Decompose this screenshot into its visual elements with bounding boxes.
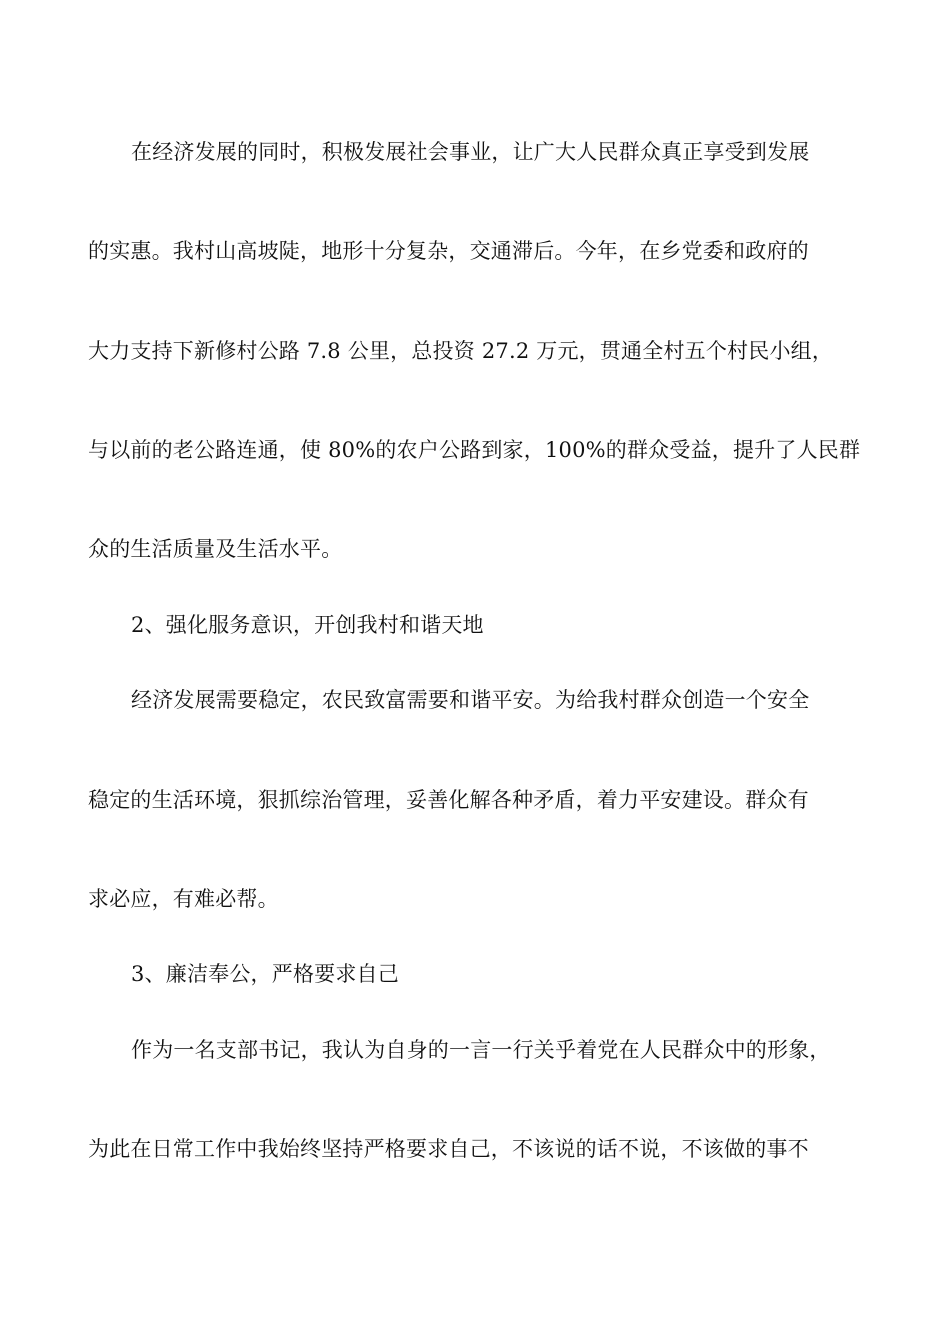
- paragraph-line-7: 稳定的生活环境，狠抓综治管理，妥善化解各种矛盾，着力平安建设。群众有: [88, 788, 809, 812]
- paragraph-line-6: 经济发展需要稳定，农民致富需要和谐平安。为给我村群众创造一个安全: [131, 688, 810, 712]
- paragraph-line-8: 求必应，有难必帮。: [88, 887, 279, 911]
- paragraph-line-2: 的实惠。我村山高坡陡，地形十分复杂，交通滞后。今年，在乡党委和政府的: [88, 239, 809, 263]
- section-heading-2: 2、强化服务意识，开创我村和谐天地: [131, 613, 484, 637]
- paragraph-line-1: 在经济发展的同时，积极发展社会事业，让广大人民群众真正享受到发展: [131, 140, 810, 164]
- paragraph-line-9: 作为一名支部书记，我认为自身的一言一行关乎着党在人民群众中的形象，: [131, 1038, 831, 1062]
- paragraph-line-5: 众的生活质量及生活水平。: [88, 537, 343, 561]
- paragraph-line-3: 大力支持下新修村公路 7.8 公里，总投资 27.2 万元，贯通全村五个村民小组，: [88, 339, 834, 363]
- section-heading-3: 3、廉洁奉公，严格要求自己: [131, 962, 399, 986]
- paragraph-line-10: 为此在日常工作中我始终坚持严格要求自己，不该说的话不说，不该做的事不: [88, 1137, 809, 1161]
- paragraph-line-4: 与以前的老公路连通，使 80%的农户公路到家，100%的群众受益，提升了人民群: [88, 438, 861, 462]
